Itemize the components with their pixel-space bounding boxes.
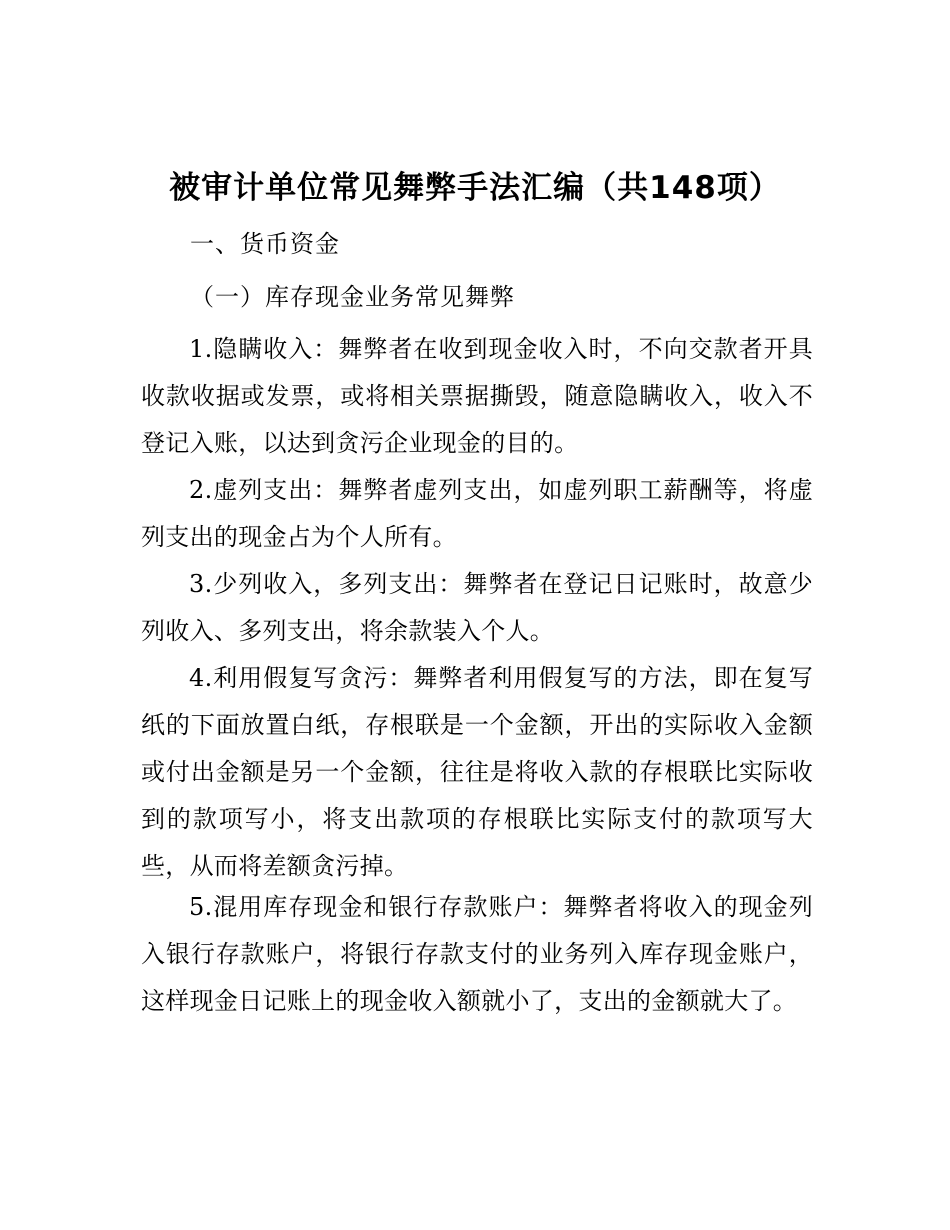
paragraph-3: 3.少列收入，多列支出：舞弊者在登记日记账时，故意少列收入、多列支出，将余款装入个人。 (141, 570, 813, 645)
subsection-heading: （一）库存现金业务常见舞弊 (190, 283, 515, 311)
paragraph-2: 2.虚列支出：舞弊者虚列支出，如虚列职工薪酬等，将虚列支出的现金占为个人所有。 (141, 476, 813, 551)
document-title: 被审计单位常见舞弊手法汇编（共148项） (169, 170, 781, 206)
paragraph-1: 1.隐瞒收入：舞弊者在收到现金收入时，不向交款者开具收款收据或发票，或将相关票据撕毁，随意隐瞒收入，收入不登记入账，以达到贪污企业现金的目的。 (141, 335, 813, 457)
paragraph-5: 5.混用库存现金和银行存款账户：舞弊者将收入的现金列入银行存款账户，将银行存款支付的业务列入库存现金账户，这样现金日记账上的现金收入额就小了，支出的金额就大了。 (141, 893, 813, 1015)
paragraph-4: 4.利用假复写贪污：舞弊者利用假复写的方法，即在复写纸的下面放置白纸，存根联是一个金额，开出的实际收入金额或付出金额是另一个金额，往往是将收入款的存根联比实际收到的款项写小，将支出款项的存根联比实际支付的款项写大些，从而将差额贪污掉。 (141, 664, 813, 880)
section-heading: 一、货币资金 (190, 230, 340, 258)
